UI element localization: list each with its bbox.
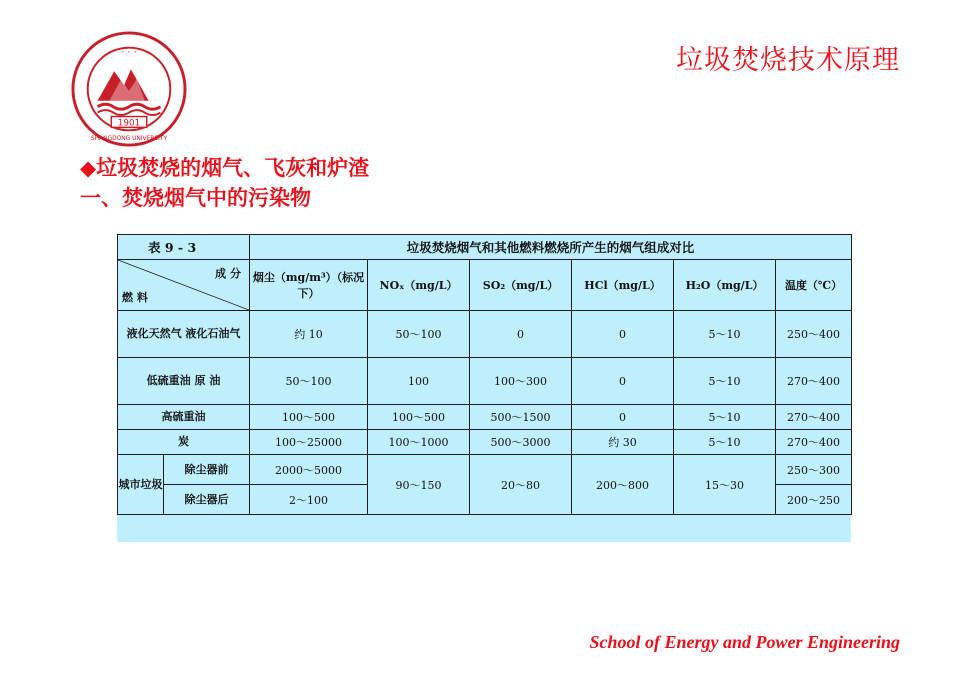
table-number: 表 9 - 3 <box>118 235 250 260</box>
university-logo <box>70 30 188 148</box>
table-row <box>118 430 852 455</box>
fuel-subcell: 除尘器后 <box>164 485 250 515</box>
corner-bottom-label: 燃 料 <box>122 291 148 304</box>
table-cell: 250～400 <box>776 311 852 358</box>
city-waste-label: 城市垃圾 <box>118 455 164 515</box>
table-cell: 270～400 <box>776 405 852 430</box>
table-cell: 250～300 <box>776 455 852 485</box>
flue-gas-table <box>117 234 852 515</box>
column-header: NOₓ（mg/L） <box>368 260 470 311</box>
table-cell: 100～300 <box>470 358 572 405</box>
corner-header <box>118 260 250 311</box>
table-cell: 90～150 <box>368 455 470 515</box>
table-cell: 0 <box>470 311 572 358</box>
table-cell: 100～25000 <box>250 430 368 455</box>
table-cell: 约 10 <box>250 311 368 358</box>
table-cell: 100～500 <box>250 405 368 430</box>
fuel-cell: 炭 <box>118 430 250 455</box>
fuel-subcell: 除尘器前 <box>164 455 250 485</box>
table-cell: 500～1500 <box>470 405 572 430</box>
school-footer: School of Energy and Power Engineering <box>589 632 900 652</box>
column-header: HCl（mg/L） <box>572 260 674 311</box>
table-cell: 100 <box>368 358 470 405</box>
fuel-cell: 低硫重油 原 油 <box>118 358 250 405</box>
table-row <box>118 455 852 485</box>
table-cell: 5～10 <box>674 405 776 430</box>
table-cell: 约 30 <box>572 430 674 455</box>
table-cell: 5～10 <box>674 358 776 405</box>
table-cell: 20～80 <box>470 455 572 515</box>
table-cell: 0 <box>572 405 674 430</box>
table-row <box>118 405 852 430</box>
corner-top-label: 成 分 <box>215 267 242 280</box>
fuel-cell: 液化天然气 液化石油气 <box>118 311 250 358</box>
column-header: 烟尘（mg/m³）（标况下） <box>250 260 368 311</box>
composition-table-image <box>117 234 851 542</box>
column-header: H₂O（mg/L） <box>674 260 776 311</box>
table-cell: 500～3000 <box>470 430 572 455</box>
table-cell: 50～100 <box>250 358 368 405</box>
table-cell: 200～250 <box>776 485 852 515</box>
table-cell: 100～1000 <box>368 430 470 455</box>
table-cell: 5～10 <box>674 311 776 358</box>
table-row <box>118 311 852 358</box>
table-cell: 0 <box>572 358 674 405</box>
table-cell: 2～100 <box>250 485 368 515</box>
table-cell: 270～400 <box>776 430 852 455</box>
table-cell: 0 <box>572 311 674 358</box>
bullet-text: 垃圾焚烧的烟气、飞灰和炉渣 <box>96 156 370 180</box>
fuel-cell: 高硫重油 <box>118 405 250 430</box>
table-cell: 5～10 <box>674 430 776 455</box>
column-header: 温度（℃） <box>776 260 852 311</box>
column-header: SO₂（mg/L） <box>470 260 572 311</box>
logo-name: SHANGDONG UNIVERSITY <box>90 136 168 143</box>
svg-text:· · ·: · · · <box>121 47 137 59</box>
table-caption: 垃圾焚烧烟气和其他燃料燃烧所产生的烟气组成对比 <box>250 235 852 260</box>
diamond-bullet-icon: ◆ <box>80 156 97 180</box>
bullet-heading <box>80 152 369 182</box>
table-row <box>118 358 852 405</box>
table-cell: 2000～5000 <box>250 455 368 485</box>
subheading: 一、焚烧烟气中的污染物 <box>80 186 311 210</box>
table-cell: 100～500 <box>368 405 470 430</box>
table-cell: 200～800 <box>572 455 674 515</box>
table-cell: 50～100 <box>368 311 470 358</box>
slide-header-title: 垃圾焚烧技术原理 <box>676 45 900 76</box>
logo-year: 1901 <box>117 118 141 129</box>
table-cell: 270～400 <box>776 358 852 405</box>
table-cell: 15～30 <box>674 455 776 515</box>
